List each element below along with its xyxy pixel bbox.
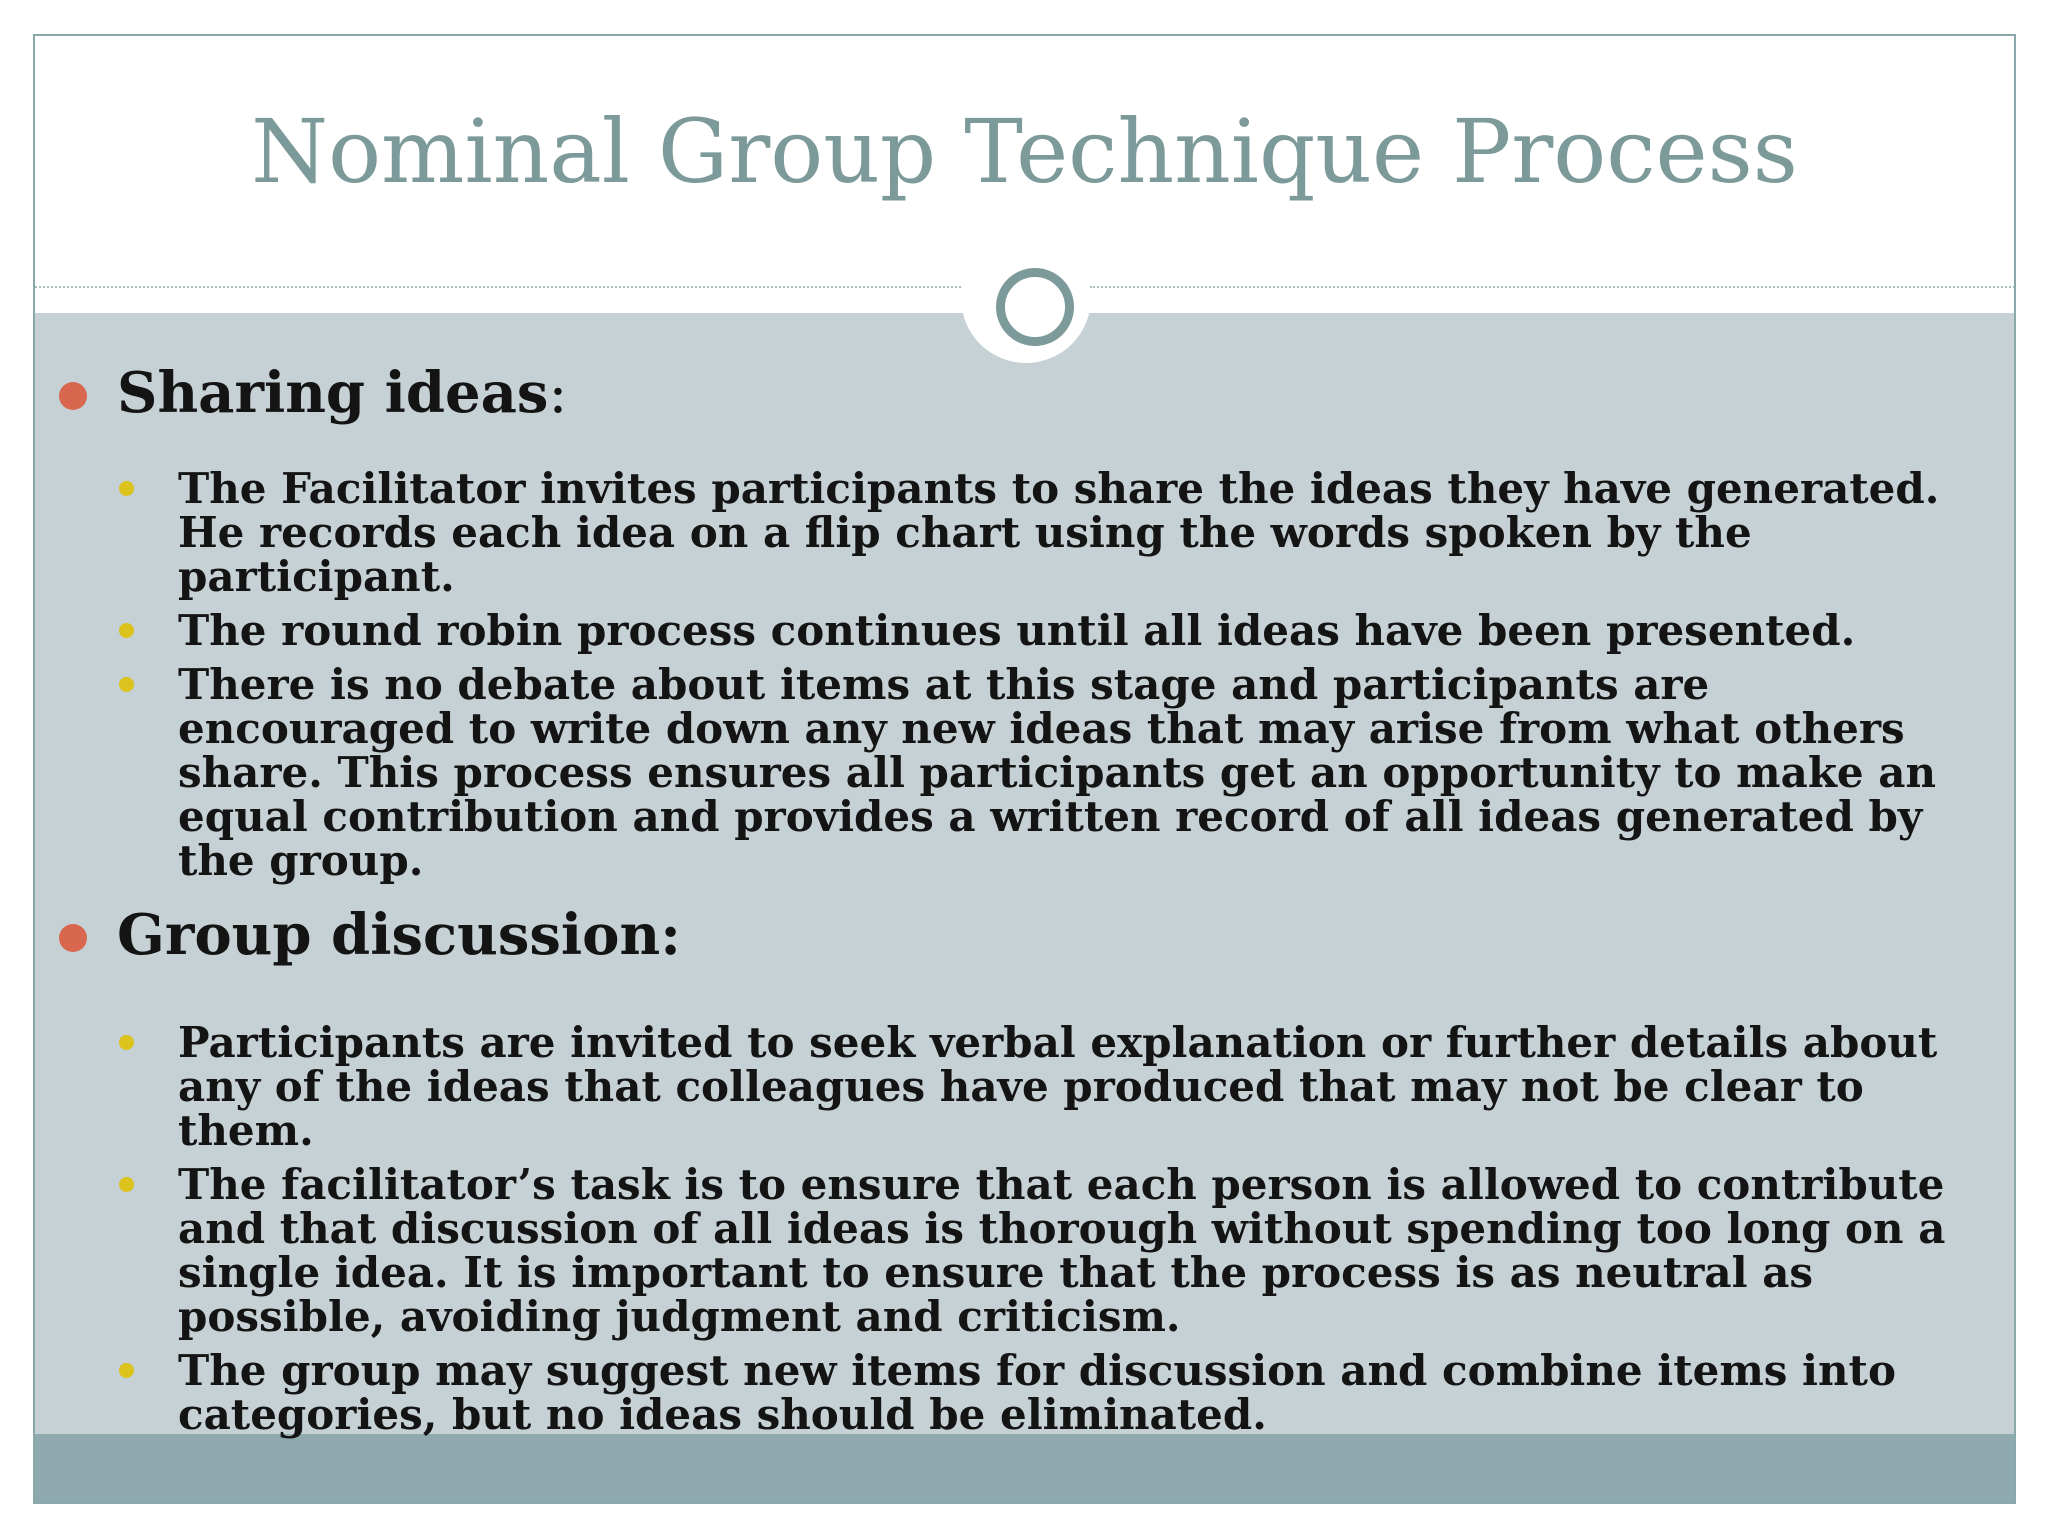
list-item: [35, 464, 2014, 602]
level2-bullet-icon: [119, 677, 134, 692]
level2-bullet-icon: [119, 1035, 134, 1050]
list-item: [35, 606, 2014, 656]
section-heading: [117, 360, 2014, 427]
list-item-text: The facilitator’s task is to ensure that each person is allowed to contribute and that discussion of all ideas is thorough without spending too long on a single idea. It is important to ensure that the process is as neutral as possible, avoiding judgment and criticism.: [178, 1160, 1946, 1342]
level1-bullet-icon: [59, 924, 87, 952]
list-item-text: Participants are invited to seek verbal explanation or further details about any of the ideas that colleagues have produced that may not be clear to them.: [178, 1018, 1938, 1156]
list-item: [35, 660, 2014, 886]
section-heading-text: Sharing ideas: [117, 360, 549, 426]
bullet-list: [35, 1018, 2014, 1440]
level2-bullet-icon: [119, 1177, 134, 1192]
list-item-text: The Facilitator invites participants to share the ideas they have generated. He records each idea on a flip chart using the words spoken by the participant.: [178, 464, 1940, 602]
slide-title: Nominal Group Technique Process: [251, 100, 1798, 203]
level2-bullet-icon: [119, 623, 134, 638]
section-heading-text: Group discussion:: [117, 902, 681, 968]
level2-bullet-icon: [119, 481, 134, 496]
section-heading: [117, 902, 2014, 969]
section-heading-colon: :: [548, 361, 568, 426]
list-item-text: The round robin process continues until all ideas have been presented.: [178, 606, 1856, 656]
circle-ring-icon: [996, 268, 1074, 346]
list-item: [35, 1160, 2014, 1342]
level1-bullet-icon: [59, 382, 87, 410]
section-group-discussion: [35, 902, 2014, 1447]
slide-frame: [33, 34, 2016, 1504]
section-sharing-ideas: [35, 360, 2014, 893]
list-item: [35, 1018, 2014, 1156]
title-divider-left: [35, 286, 965, 288]
title-divider-right: [1090, 286, 2016, 288]
list-item-text: There is no debate about items at this stage and participants are encouraged to write down any new ideas that may arise from what others share. This process ensures all participants get an opportunity to make an equal contribution and provides a written record of all ideas generated by the group.: [178, 660, 1937, 886]
bullet-list: [35, 464, 2014, 886]
list-item: [35, 1346, 2014, 1440]
list-item-text: The group may suggest new items for discussion and combine items into categories, but no ideas should be eliminated.: [178, 1346, 1896, 1440]
level2-bullet-icon: [119, 1363, 134, 1378]
